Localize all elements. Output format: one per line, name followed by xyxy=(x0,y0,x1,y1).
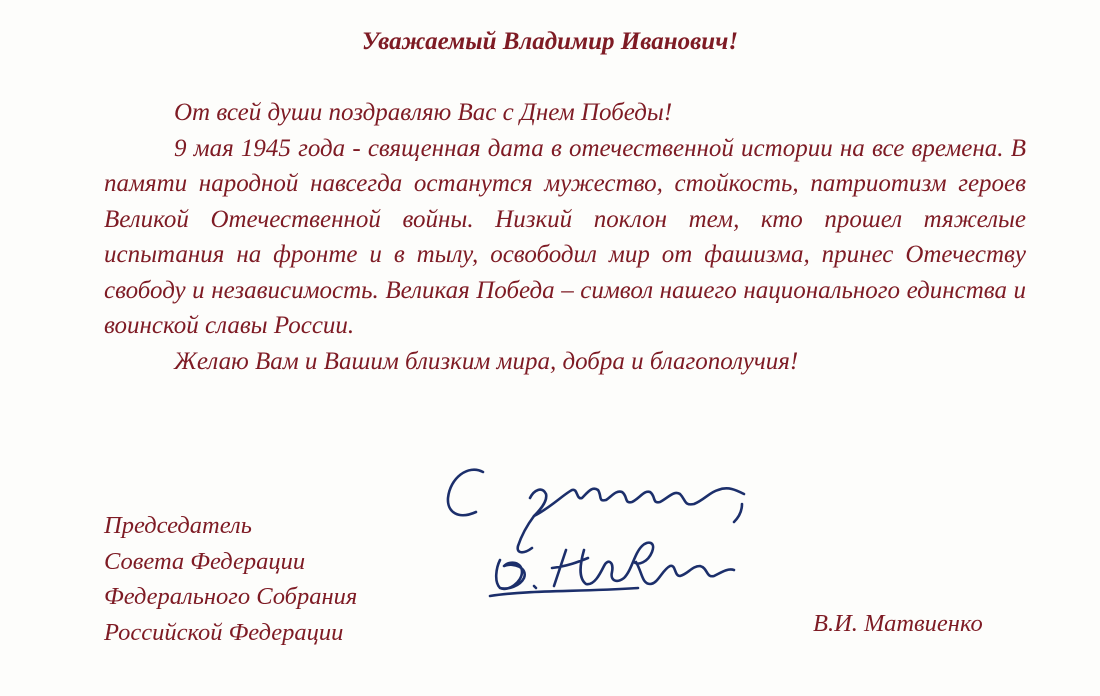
signature-stroke-surname xyxy=(552,543,734,586)
signature-stroke-greeting xyxy=(530,488,744,516)
letter-body xyxy=(104,95,1026,379)
letter-paragraph: 9 мая 1945 года - священная дата в отечественной истории на все времена. В памяти народной навсегда останутся мужество, стойкость, патриотизм героев Великой Отечественной войны. Низкий поклон тем, кто прошел тяжелые испытания на фронте и в тылу, освободил мир от фашизма, принес Отечеству свободу и независимость. Великая Победа – символ нашего национального единства и воинской славы России. xyxy=(104,134,1026,339)
signatory-title-line: Федерального Собрания xyxy=(104,583,358,610)
letter-paragraph: От всей души поздравляю Вас с Днем Победы! xyxy=(174,99,673,126)
letter-greeting: Уважаемый Владимир Иванович! xyxy=(361,28,739,55)
signatory-title-line: Совета Федерации xyxy=(104,547,306,575)
signature-stroke-c xyxy=(448,470,483,515)
signature-stroke-underline xyxy=(490,588,638,596)
signature-stroke-initial xyxy=(496,560,524,589)
signatory-title-line: Российской Федерации xyxy=(104,618,344,646)
signature-stroke-dot xyxy=(534,586,536,588)
letter-paragraph: Желаю Вам и Вашим близким мира, добра и благополучия! xyxy=(174,347,799,375)
handwritten-signature xyxy=(438,450,768,615)
signature-stroke-comma xyxy=(734,504,742,522)
signature-stroke-greeting-loop xyxy=(518,516,534,552)
signatory-title-block xyxy=(104,508,357,650)
signer-name: В.И. Матвиенко xyxy=(813,610,983,637)
signatory-title-line: Председатель xyxy=(104,512,252,539)
